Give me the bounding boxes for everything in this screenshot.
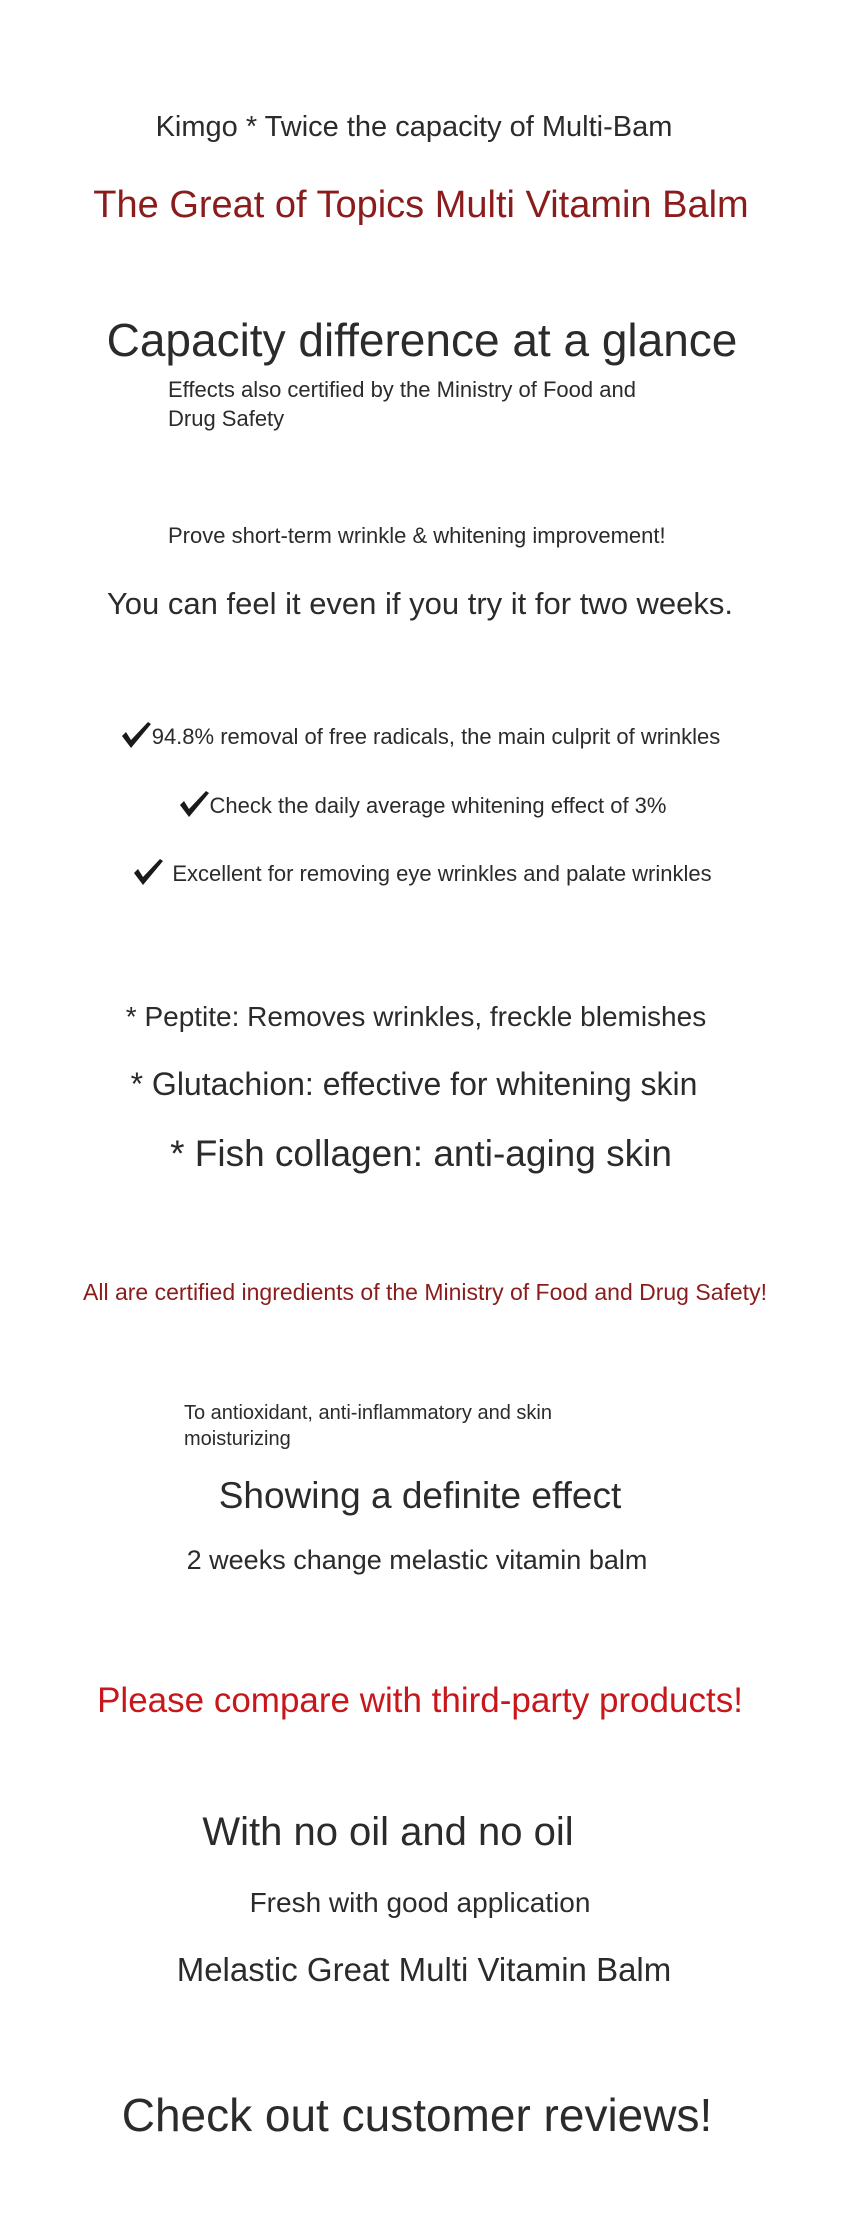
- intro-subtitle: Kimgo * Twice the capacity of Multi-Bam: [155, 111, 673, 143]
- compare-heading: Please compare with third-party products!: [97, 1681, 743, 1720]
- capacity-heading: Capacity difference at a glance: [106, 314, 738, 366]
- proof-line-2: You can feel it even if you try it for two weeks.: [106, 586, 734, 621]
- product-name: Melastic Great Multi Vitamin Balm: [176, 1951, 672, 1988]
- effect-sub: 2 weeks change melastic vitamin balm: [186, 1545, 648, 1575]
- capacity-note: Effects also certified by the Ministry of Food and Drug Safety: [168, 377, 636, 431]
- check-item-text: Check the daily average whitening effect of 3%: [209, 792, 667, 818]
- check-item-text: Excellent for removing eye wrinkles and palate wrinkles: [172, 860, 712, 886]
- check-item-text: 94.8% removal of free radicals, the main culprit of wrinkles: [151, 723, 721, 749]
- reviews-heading: Check out customer reviews!: [121, 2089, 713, 2141]
- check-item: [0, 857, 852, 887]
- proof-line-1: Prove short-term wrinkle & whitening improvement!: [168, 523, 666, 548]
- ingredient-glutathione: * Glutachion: effective for whitening skin: [130, 1066, 698, 1102]
- ingredient-peptide: * Peptite: Removes wrinkles, freckle blemishes: [125, 1001, 707, 1032]
- checkmark-icon: [178, 789, 210, 819]
- certified-notice: All are certified ingredients of the Ministry of Food and Drug Safety!: [83, 1279, 767, 1305]
- no-oil-heading: With no oil and no oil: [202, 1810, 574, 1854]
- product-title: The Great of Topics Multi Vitamin Balm: [93, 184, 749, 226]
- checkmark-icon: [132, 857, 164, 887]
- ingredient-fish-collagen: * Fish collagen: anti-aging skin: [170, 1133, 672, 1174]
- effect-note: To antioxidant, anti-inflammatory and skin moisturizing: [184, 1402, 552, 1450]
- checkmark-icon: [120, 720, 152, 750]
- check-item: [0, 720, 850, 750]
- effect-heading: Showing a definite effect: [218, 1475, 622, 1516]
- no-oil-line: Fresh with good application: [249, 1887, 591, 1918]
- check-item: [0, 789, 852, 819]
